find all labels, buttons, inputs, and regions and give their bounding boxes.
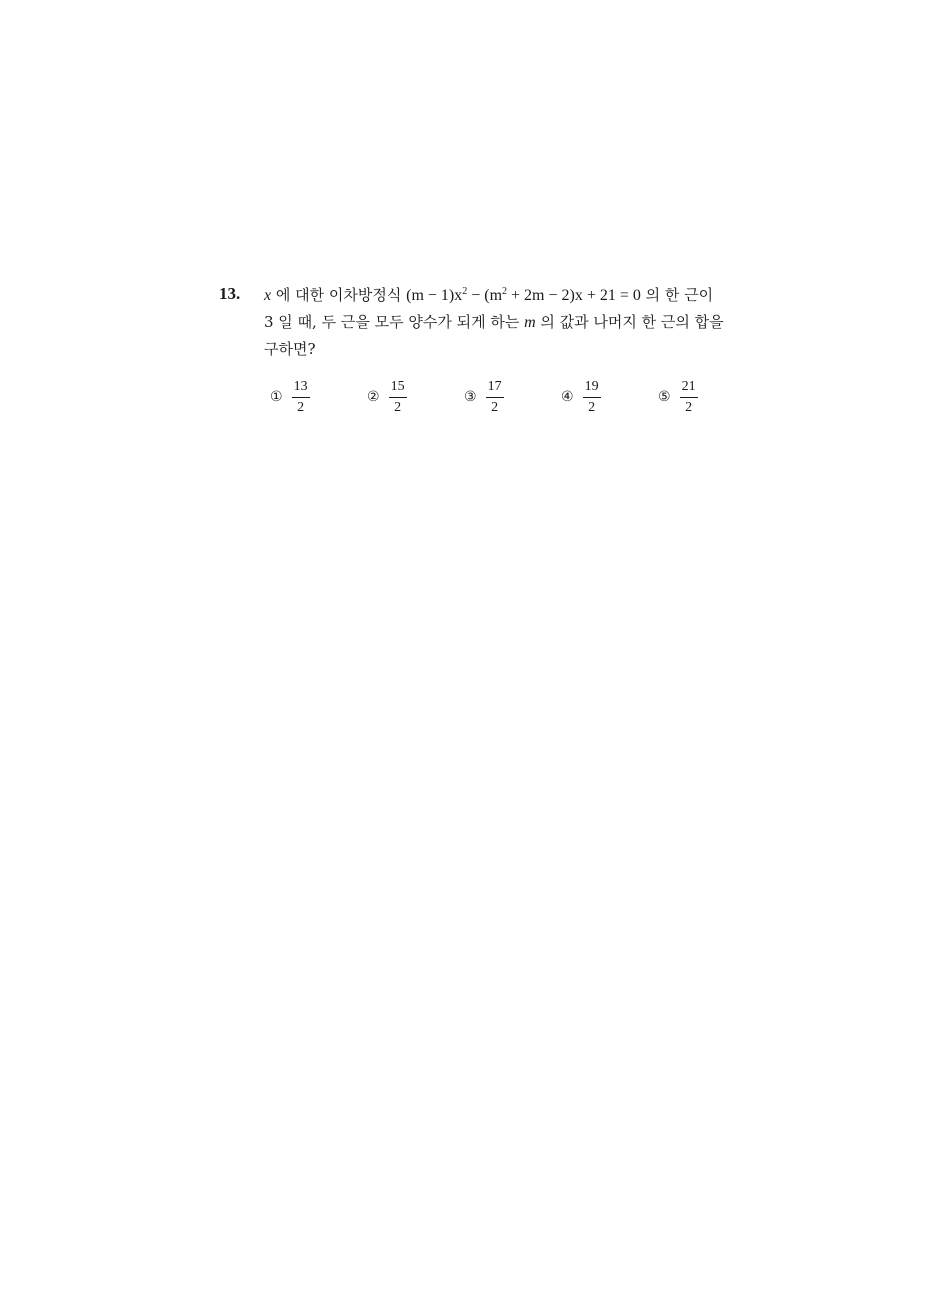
equation-part: (m − 1)x — [406, 287, 463, 304]
numerator: 17 — [486, 379, 504, 398]
stem-text: 에 대한 이차방정식 — [271, 286, 407, 304]
equation-part: + 2m − 2)x + 21 = 0 — [507, 287, 641, 304]
denominator: 2 — [588, 399, 596, 415]
stem-text: 3 일 때, 두 근을 모두 양수가 되게 하는 — [264, 313, 525, 331]
choice-marker: ① — [270, 389, 283, 405]
choice-1[interactable] — [270, 377, 310, 417]
denominator: 2 — [491, 399, 499, 415]
choice-marker: ③ — [464, 389, 477, 405]
stem-text: 의 값과 나머지 한 근의 합을 — [535, 313, 724, 331]
choice-marker: ⑤ — [658, 389, 671, 405]
numerator: 13 — [292, 379, 310, 398]
variable-x: x — [264, 287, 272, 304]
denominator: 2 — [394, 399, 402, 415]
choice-4[interactable] — [561, 377, 601, 417]
variable-m: m — [524, 314, 536, 331]
fraction — [389, 379, 407, 416]
exponent: 2 — [462, 286, 468, 297]
fraction — [486, 379, 504, 416]
fraction — [583, 379, 601, 416]
equation — [406, 287, 641, 304]
stem-line-2 — [264, 309, 759, 336]
stem-line-3: 구하면? — [264, 340, 316, 358]
numerator: 21 — [680, 379, 698, 398]
choice-3[interactable] — [464, 377, 504, 417]
denominator: 2 — [685, 399, 693, 415]
question-stem — [264, 282, 759, 363]
numerator: 15 — [389, 379, 407, 398]
question-number: 13. — [219, 284, 241, 303]
exponent: 2 — [502, 286, 508, 297]
fraction — [292, 379, 310, 416]
stem-text: 의 한 근이 — [640, 286, 714, 304]
numerator: 19 — [583, 379, 601, 398]
answer-choices — [270, 377, 730, 417]
choice-5[interactable] — [658, 377, 698, 417]
choice-marker: ④ — [561, 389, 574, 405]
choice-marker: ② — [367, 389, 380, 405]
fraction — [680, 379, 698, 416]
stem-line-1 — [264, 282, 759, 309]
choice-2[interactable] — [367, 377, 407, 417]
equation-part: − (m — [467, 287, 503, 304]
denominator: 2 — [297, 399, 305, 415]
